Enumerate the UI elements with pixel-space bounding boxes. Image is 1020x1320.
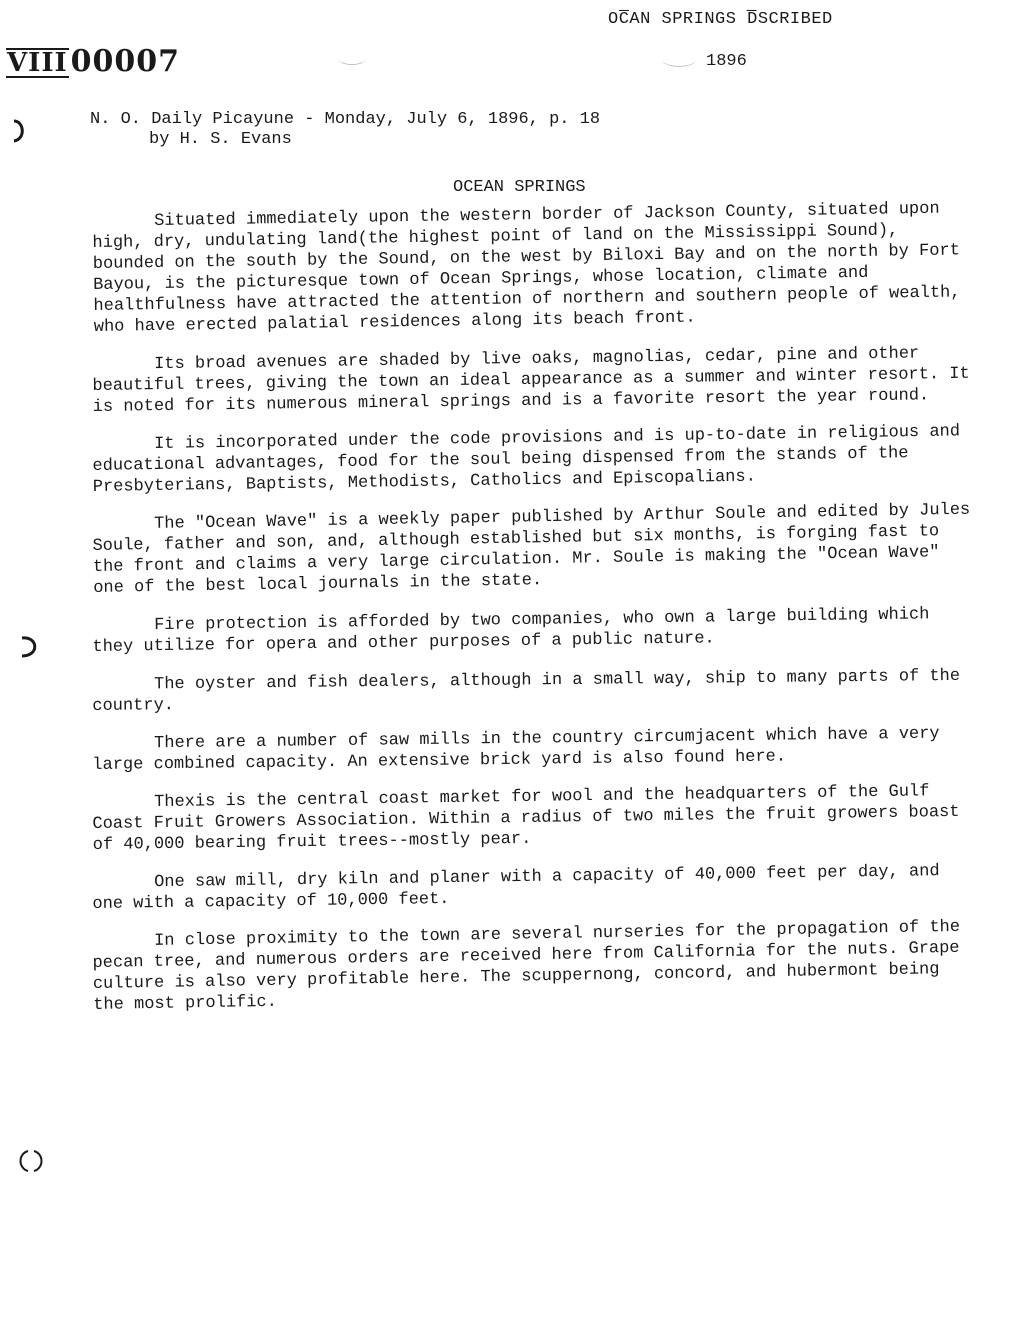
article-paragraph: Fire protection is afforded by two companies, who own a large building which they utilize for opera and other purposes of a public nature.	[92, 605, 930, 657]
file-number: 00007	[70, 44, 181, 79]
header-year: 1896	[706, 52, 747, 71]
article-paragraph: There are a number of saw mills in the country circumjacent which have a very large combined capacity. An extensive brick yard is also found here.	[92, 724, 940, 775]
article-paragraph: In close proximity to the town are several nurseries for the propagation of the pecan tree, and numerous orders are received here from California for the nuts. Grape culture is also very profitable here. The scuppernong, concord, and hubermont being the most prolific.	[92, 917, 961, 1015]
source-publication: N. O. Daily Picayune - Monday, July 6, 1896, p. 18	[90, 110, 601, 129]
binder-hole-icon	[16, 1148, 46, 1174]
article-paragraph: The "Ocean Wave" is a weekly paper published by Arthur Soule and edited by Jules Soule, father and son, and, although established but six months, is forging fast to the front and claims a very large circulation. Mr. Soule is making the "Ocean Wave" one of the best local journals in the state.	[92, 500, 971, 598]
binder-hole-icon	[14, 634, 44, 660]
article-paragraph: The oyster and fish dealers, although in a small way, ship to many parts of the country.	[92, 666, 961, 716]
collection-title: OC̅AN SPRINGS D̅SCRIBED	[608, 10, 833, 29]
file-stamp	[6, 44, 180, 79]
article-paragraph: One saw mill, dry kiln and planer with a capacity of 40,000 feet per day, and one with a capacity of 10,000 feet.	[92, 862, 940, 914]
article-paragraph: Situated immediately upon the western border of Jackson County, situated upon high, dry, undulating land(the highest point of land on the Mississippi Sound), bounded on the south by the Sound, on the west by Biloxi Bay and on the north by Fort Bayou, is the picturesque town of Ocean Springs, whose location, climate and healthfulness have attracted the attention of northern and southern people of wealth, who have erected palatial residences along its beach front.	[92, 199, 961, 337]
article-body	[92, 199, 972, 1033]
smudge-mark	[662, 52, 696, 67]
file-roman-numeral: VIII	[7, 48, 68, 78]
article-title: OCEAN SPRINGS	[453, 178, 586, 197]
source-citation	[90, 110, 600, 150]
smudge-mark	[338, 52, 366, 65]
source-author: by H. S. Evans	[149, 130, 292, 149]
article-paragraph: It is incorporated under the code provisions and is up-to-date in religious and educational advantages, food for the soul being dispensed from the stands of the Presbyterians, Baptists, Methodists, Catholics and Episcopalians.	[92, 422, 961, 497]
article-paragraph: Thexis is the central coast market for wool and the headquarters of the Gulf Coast Fruit Growers Association. Within a radius of two miles the fruit growers boast of 40,000 bearing fruit trees--mostly pear.	[92, 782, 960, 855]
article-paragraph: Its broad avenues are shaded by live oaks, magnolias, cedar, pine and other beautiful trees, giving the town an ideal appearance as a summer and winter resort. It is noted for its numerous mineral springs and is a favorite resort the year round.	[92, 344, 970, 417]
binder-hole-icon	[8, 118, 28, 144]
